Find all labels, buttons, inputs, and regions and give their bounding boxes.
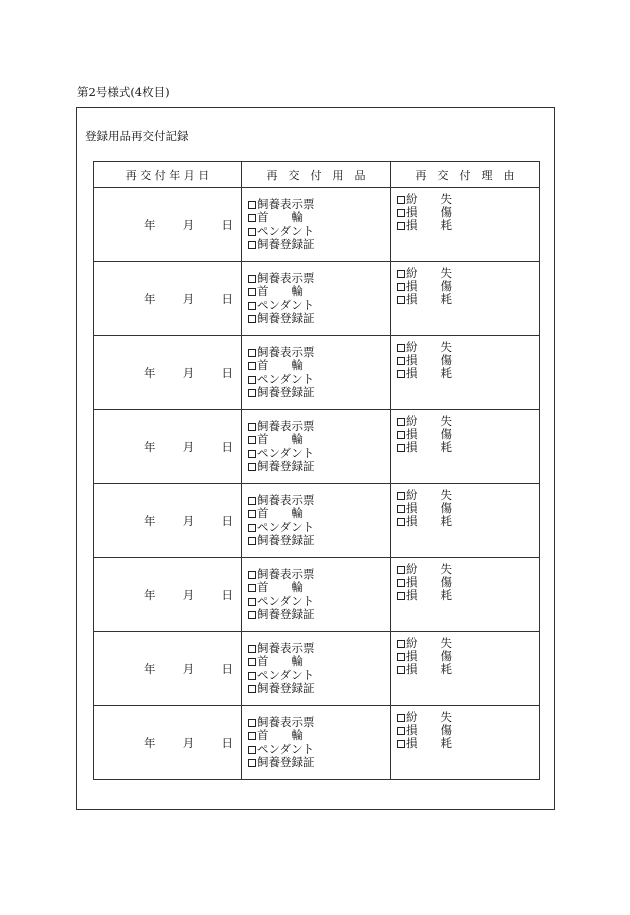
reason-option-label: 損 傷 <box>406 278 452 293</box>
sheet-title: 登録用品再交付記録 <box>85 129 189 143</box>
items-cell <box>242 188 391 262</box>
checkbox[interactable] <box>397 431 405 439</box>
reason-option-label: 紛 失 <box>406 413 452 428</box>
item-option-label: 飼養登録証 <box>257 384 315 399</box>
date-cell[interactable] <box>94 410 242 484</box>
reason-option <box>397 737 539 750</box>
date-unit-month: 月 <box>182 513 195 528</box>
item-option-label: ペンダント <box>257 297 315 312</box>
item-option-label: 飼養表示票 <box>257 197 315 212</box>
checkbox[interactable] <box>397 196 405 204</box>
checkbox[interactable] <box>397 418 405 426</box>
reason-option-label: 紛 失 <box>406 487 452 502</box>
date-unit-month: 月 <box>182 365 195 380</box>
date-unit-day: 日 <box>221 217 233 232</box>
table-row <box>94 262 540 336</box>
checkbox[interactable] <box>248 463 256 471</box>
checkbox[interactable] <box>248 436 256 444</box>
checkbox[interactable] <box>248 450 256 458</box>
checkbox[interactable] <box>397 592 405 600</box>
reason-option-label: 紛 失 <box>406 709 452 724</box>
date-unit-year: 年 <box>144 661 156 676</box>
checkbox[interactable] <box>248 214 256 222</box>
checkbox[interactable] <box>397 505 405 513</box>
reason-cell <box>391 706 540 780</box>
reason-option-label: 紛 失 <box>406 635 452 650</box>
item-option-label: 飼養表示票 <box>257 419 315 434</box>
item-option-label: 飼養登録証 <box>257 532 315 547</box>
item-option-label: 飼養登録証 <box>257 754 315 769</box>
checkbox[interactable] <box>397 740 405 748</box>
item-option-label: 飼養表示票 <box>257 715 315 730</box>
date-unit-year: 年 <box>144 439 156 454</box>
checkbox[interactable] <box>397 283 405 291</box>
reason-option <box>397 663 539 676</box>
table-row <box>94 706 540 780</box>
date-unit-day: 日 <box>221 365 233 380</box>
checkbox[interactable] <box>397 653 405 661</box>
form-number: 第2号様式(4枚目) <box>77 85 170 99</box>
item-option-label: ペンダント <box>257 223 315 238</box>
date-cell[interactable] <box>94 188 242 262</box>
reason-option-label: 損 傷 <box>406 574 452 589</box>
reason-option <box>397 293 539 306</box>
reason-option-label: 紛 失 <box>406 339 452 354</box>
item-option-label: 飼養表示票 <box>257 493 315 508</box>
checkbox[interactable] <box>397 492 405 500</box>
reason-option-label: 損 耗 <box>406 736 452 751</box>
items-cell <box>242 706 391 780</box>
checkbox[interactable] <box>248 524 256 532</box>
date-fields <box>94 587 241 603</box>
item-option <box>248 756 390 769</box>
reason-option-label: 損 耗 <box>406 218 452 233</box>
checkbox[interactable] <box>248 497 256 505</box>
date-unit-month: 月 <box>182 439 195 454</box>
item-option <box>248 386 390 399</box>
checkbox[interactable] <box>248 228 256 236</box>
reason-cell <box>391 336 540 410</box>
checkbox[interactable] <box>248 288 256 296</box>
reason-option-label: 損 耗 <box>406 440 452 455</box>
item-option-label: 首 輪 <box>257 432 303 447</box>
item-option-label: 飼養表示票 <box>257 345 315 360</box>
checkbox[interactable] <box>248 241 256 249</box>
checkbox[interactable] <box>397 270 405 278</box>
table-row <box>94 188 540 262</box>
date-unit-year: 年 <box>144 365 156 380</box>
checkbox[interactable] <box>397 222 405 230</box>
checkbox[interactable] <box>248 746 256 754</box>
date-unit-day: 日 <box>221 735 233 750</box>
item-option-label: 首 輪 <box>257 728 303 743</box>
form-frame <box>76 107 555 810</box>
date-fields <box>94 513 241 529</box>
item-option-label: 飼養登録証 <box>257 458 315 473</box>
reason-option-label: 損 傷 <box>406 500 452 515</box>
reason-option-label: 損 耗 <box>406 366 452 381</box>
date-unit-year: 年 <box>144 587 156 602</box>
reason-cell <box>391 188 540 262</box>
reason-option-label: 損 傷 <box>406 648 452 663</box>
checkbox[interactable] <box>397 666 405 674</box>
checkbox[interactable] <box>248 315 256 323</box>
checkbox[interactable] <box>248 510 256 518</box>
checkbox[interactable] <box>248 719 256 727</box>
checkbox[interactable] <box>248 362 256 370</box>
header-reissue-items: 再 交 付 用 品 <box>242 162 391 188</box>
item-option-label: ペンダント <box>257 741 315 756</box>
date-cell[interactable] <box>94 262 242 336</box>
checkbox[interactable] <box>248 685 256 693</box>
checkbox[interactable] <box>248 302 256 310</box>
item-option-label: ペンダント <box>257 445 315 460</box>
item-option-label: 首 輪 <box>257 284 303 299</box>
checkbox[interactable] <box>248 275 256 283</box>
checkbox[interactable] <box>397 344 405 352</box>
reason-option-label: 紛 失 <box>406 265 452 280</box>
checkbox[interactable] <box>397 209 405 217</box>
item-option-label: 飼養登録証 <box>257 606 315 621</box>
date-unit-day: 日 <box>221 661 233 676</box>
date-unit-year: 年 <box>144 217 156 232</box>
reason-option-label: 紛 失 <box>406 561 452 576</box>
date-cell[interactable] <box>94 484 242 558</box>
checkbox[interactable] <box>397 579 405 587</box>
reason-option-label: 損 耗 <box>406 588 452 603</box>
date-fields <box>94 365 241 381</box>
date-cell[interactable] <box>94 632 242 706</box>
item-option <box>248 682 390 695</box>
reason-cell <box>391 484 540 558</box>
item-option-label: 飼養表示票 <box>257 567 315 582</box>
reason-cell <box>391 558 540 632</box>
date-cell[interactable] <box>94 706 242 780</box>
date-unit-year: 年 <box>144 291 156 306</box>
table-row <box>94 336 540 410</box>
checkbox[interactable] <box>397 727 405 735</box>
items-cell <box>242 262 391 336</box>
date-unit-year: 年 <box>144 513 156 528</box>
reason-option <box>397 515 539 528</box>
date-unit-month: 月 <box>182 217 195 232</box>
item-option <box>248 460 390 473</box>
table-row <box>94 484 540 558</box>
table-header-row <box>94 162 540 188</box>
checkbox[interactable] <box>248 598 256 606</box>
item-option-label: 首 輪 <box>257 506 303 521</box>
items-cell <box>242 484 391 558</box>
item-option <box>248 608 390 621</box>
header-reissue-date: 再 交 付 年 月 日 <box>94 162 242 188</box>
checkbox[interactable] <box>248 376 256 384</box>
item-option-label: 飼養登録証 <box>257 310 315 325</box>
checkbox[interactable] <box>248 658 256 666</box>
date-unit-day: 日 <box>221 587 233 602</box>
items-cell <box>242 336 391 410</box>
checkbox[interactable] <box>397 640 405 648</box>
item-option-label: 飼養表示票 <box>257 641 315 656</box>
checkbox[interactable] <box>397 357 405 365</box>
reason-option-label: 損 耗 <box>406 514 452 529</box>
checkbox[interactable] <box>397 518 405 526</box>
item-option <box>248 534 390 547</box>
reason-option-label: 損 耗 <box>406 292 452 307</box>
item-option-label: 首 輪 <box>257 580 303 595</box>
table-row <box>94 410 540 484</box>
date-cell[interactable] <box>94 336 242 410</box>
reason-option-label: 損 傷 <box>406 204 452 219</box>
item-option <box>248 238 390 251</box>
date-fields <box>94 291 241 307</box>
items-cell <box>242 410 391 484</box>
checkbox[interactable] <box>248 732 256 740</box>
items-cell <box>242 632 391 706</box>
item-option-label: 飼養表示票 <box>257 271 315 286</box>
checkbox[interactable] <box>248 349 256 357</box>
item-option-label: ペンダント <box>257 519 315 534</box>
reason-option-label: 損 傷 <box>406 426 452 441</box>
checkbox[interactable] <box>397 444 405 452</box>
checkbox[interactable] <box>248 201 256 209</box>
item-option-label: 飼養登録証 <box>257 680 315 695</box>
checkbox[interactable] <box>248 611 256 619</box>
checkbox[interactable] <box>248 571 256 579</box>
item-option <box>248 312 390 325</box>
reason-cell <box>391 632 540 706</box>
date-unit-month: 月 <box>182 587 195 602</box>
item-option-label: ペンダント <box>257 667 315 682</box>
item-option-label: ペンダント <box>257 593 315 608</box>
item-option-label: 首 輪 <box>257 358 303 373</box>
checkbox[interactable] <box>248 672 256 680</box>
table-row <box>94 632 540 706</box>
date-unit-day: 日 <box>221 291 233 306</box>
checkbox[interactable] <box>248 537 256 545</box>
checkbox[interactable] <box>397 566 405 574</box>
items-cell <box>242 558 391 632</box>
header-reissue-reason: 再 交 付 理 由 <box>391 162 540 188</box>
date-cell[interactable] <box>94 558 242 632</box>
checkbox[interactable] <box>248 423 256 431</box>
date-fields <box>94 735 241 751</box>
reason-cell <box>391 410 540 484</box>
table-row <box>94 558 540 632</box>
reason-option <box>397 219 539 232</box>
date-unit-month: 月 <box>182 291 195 306</box>
checkbox[interactable] <box>248 645 256 653</box>
date-fields <box>94 217 241 233</box>
reason-option <box>397 367 539 380</box>
item-option-label: 首 輪 <box>257 654 303 669</box>
reissue-record-table <box>93 161 540 780</box>
item-option-label: 首 輪 <box>257 210 303 225</box>
date-unit-month: 月 <box>182 661 195 676</box>
reason-option-label: 紛 失 <box>406 191 452 206</box>
checkbox[interactable] <box>397 714 405 722</box>
reason-option-label: 損 傷 <box>406 352 452 367</box>
reason-option <box>397 441 539 454</box>
item-option-label: ペンダント <box>257 371 315 386</box>
item-option-label: 飼養登録証 <box>257 236 315 251</box>
reason-option-label: 損 傷 <box>406 722 452 737</box>
checkbox[interactable] <box>248 584 256 592</box>
date-fields <box>94 661 241 677</box>
reason-cell <box>391 262 540 336</box>
date-fields <box>94 439 241 455</box>
checkbox[interactable] <box>248 389 256 397</box>
reason-option-label: 損 耗 <box>406 662 452 677</box>
checkbox[interactable] <box>397 296 405 304</box>
checkbox[interactable] <box>397 370 405 378</box>
checkbox[interactable] <box>248 759 256 767</box>
date-unit-year: 年 <box>144 735 156 750</box>
reason-option <box>397 589 539 602</box>
date-unit-month: 月 <box>182 735 195 750</box>
date-unit-day: 日 <box>221 513 233 528</box>
date-unit-day: 日 <box>221 439 233 454</box>
